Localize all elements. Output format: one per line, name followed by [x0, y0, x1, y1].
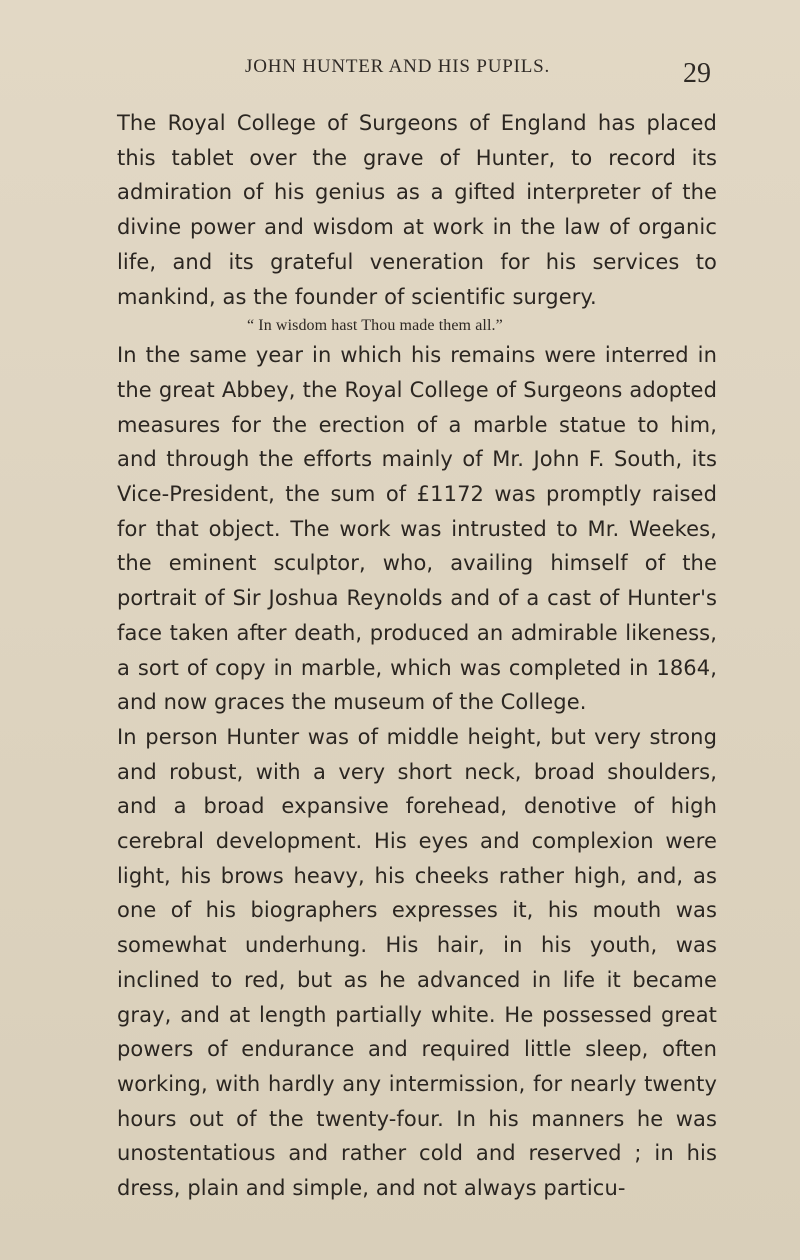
paragraph-epitaph: The Royal College of Surgeons of England has placed this tablet over the grave of Hunter, to record its admiration of his genius as a gifted interpreter of the divine power and wisdom at work in the law of organic life, and its grateful veneration for his services to mankind, as the founder of scientific surgery.	[117, 111, 717, 309]
paragraph-statue: In the same year in which his remains were interred in the great Abbey, the Royal College of Surgeons adopted measures for the erection of a marble statue to him, and through the efforts mainly of Mr. John F. South, its Vice-President, the sum of £1172 was promptly raised for that object. The work was intrusted to Mr. Weekes, the eminent sculptor, who, availing himself of the portrait of Sir Joshua Reynolds and of a cast of Hunter's face taken after death, produced an admirable likeness, a sort of copy in marble, which was completed in 1864, and now graces the museum of the College.	[117, 343, 717, 715]
quote-line: “ In wisdom hast Thou made them all.”	[247, 317, 503, 335]
page-number: 29	[683, 58, 711, 89]
running-title: JOHN HUNTER AND HIS PUPILS.	[245, 56, 551, 77]
paragraph-appearance: In person Hunter was of middle height, but very strong and robust, with a very short neck, broad shoulders, and a broad expansive forehead, denotive of high cerebral development. His eyes and complexion were light, his brows heavy, his cheeks rather high, and, as one of his biographers expresses it, his mouth was somewhat underhung. His hair, in his youth, was inclined to red, but as he advanced in life it became gray, and at length partially white. He possessed great powers of endurance and required little sleep, often working, with hardly any intermission, for nearly twenty hours out of the twenty-four. In his manners he was unostentatious and rather cold and reserved ; in his dress, plain and simple, and not always particu-	[117, 724, 717, 1201]
body-text	[117, 106, 717, 1206]
